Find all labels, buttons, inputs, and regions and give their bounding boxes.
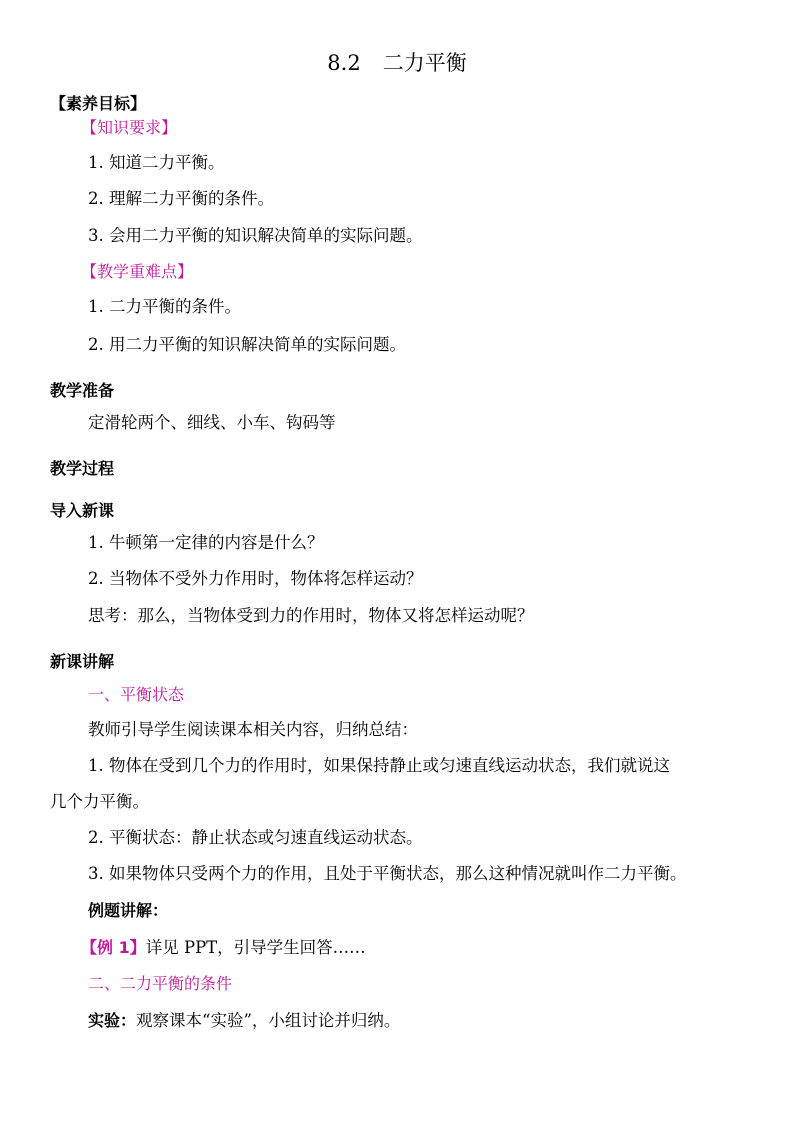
section1-item-1-line-2: 几个力平衡。 xyxy=(50,792,149,811)
keypoints-item-2: 2. 用二力平衡的知识解决简单的实际问题。 xyxy=(88,335,406,354)
process-heading: 教学过程 xyxy=(50,459,115,478)
intro-item-1: 1. 牛顿第一定律的内容是什么？ xyxy=(88,533,324,552)
section2-experiment xyxy=(88,1010,400,1032)
section1-item-2: 2. 平衡状态：静止状态或匀速直线运动状态。 xyxy=(88,828,423,847)
intro-heading: 导入新课 xyxy=(50,501,115,520)
section1-item-3: 3. 如果物体只受两个力的作用，且处于平衡状态，那么这种情况就叫作二力平衡。 xyxy=(88,864,687,883)
knowledge-item-3: 3. 会用二力平衡的知识解决简单的实际问题。 xyxy=(88,226,423,245)
knowledge-heading: 【知识要求】 xyxy=(81,118,178,137)
experiment-text: 观察课本“实验”，小组讨论并归纳。 xyxy=(136,1011,401,1030)
section1-lead: 教师引导学生阅读课本相关内容，归纳总结： xyxy=(88,720,418,739)
title-text: 二力平衡 xyxy=(382,51,467,75)
section1-heading: 一、平衡状态 xyxy=(88,685,185,704)
section2-heading: 二、二力平衡的条件 xyxy=(88,974,233,993)
prep-heading: 教学准备 xyxy=(50,381,115,400)
title-number: 8.2 xyxy=(327,51,361,75)
page-title xyxy=(0,52,794,74)
example-heading: 例题讲解： xyxy=(88,901,169,920)
knowledge-item-2: 2. 理解二力平衡的条件。 xyxy=(88,189,274,208)
example-1 xyxy=(81,937,366,959)
lecture-heading: 新课讲解 xyxy=(50,652,115,671)
keypoints-heading: 【教学重难点】 xyxy=(81,262,194,281)
prep-text: 定滑轮两个、细线、小车、钩码等 xyxy=(88,413,336,432)
example-tag: 【例 1】 xyxy=(81,938,146,957)
section1-item-1-line-1: 1. 物体在受到几个力的作用时，如果保持静止或匀速直线运动状态，我们就说这 xyxy=(88,756,670,775)
keypoints-item-1: 1. 二力平衡的条件。 xyxy=(88,297,241,316)
intro-item-2: 2. 当物体不受外力作用时，物体将怎样运动？ xyxy=(88,569,423,588)
intro-think: 思考：那么，当物体受到力的作用时，物体又将怎样运动呢？ xyxy=(88,606,534,625)
knowledge-item-1: 1. 知道二力平衡。 xyxy=(88,153,225,172)
objectives-heading: 【素养目标】 xyxy=(50,94,147,113)
example-text: 详见 PPT，引导学生回答…… xyxy=(145,938,366,957)
experiment-label: 实验： xyxy=(88,1011,137,1030)
